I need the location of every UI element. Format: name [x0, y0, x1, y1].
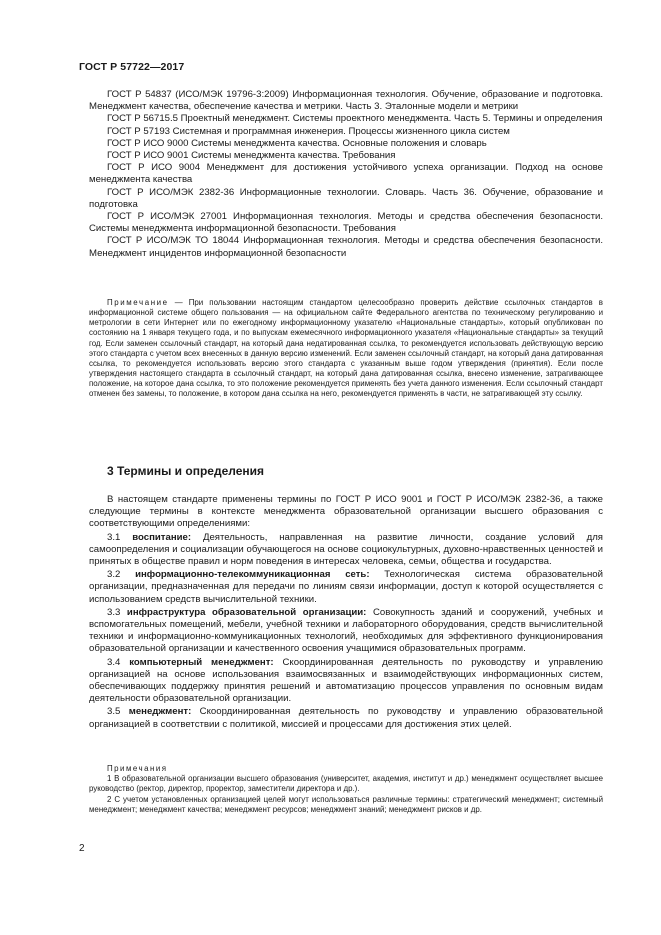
document-id-header: ГОСТ Р 57722—2017: [79, 61, 185, 73]
term-number: 3.2: [107, 569, 121, 581]
term-definition: Деятельность, направленная на развитие личности, создание условий для самоопределения и социализации обучающегося на основе социокультурных, духовно-нравственных ценностей и принятых в обществе правил и норм поведения в интересах человека, семьи, общества и государства.: [89, 531, 603, 568]
term-name: менеджмент:: [128, 706, 192, 718]
term-name: воспитание:: [132, 531, 192, 543]
reference-note: [89, 298, 603, 400]
normative-references-list: [89, 89, 603, 260]
reference-item: ГОСТ Р ИСО 9001 Системы менеджмента качества. Требования: [107, 150, 396, 162]
term-entry: [89, 532, 603, 569]
reference-item: ГОСТ Р 57193 Системная и программная инженерия. Процессы жизненного цикла систем: [107, 125, 510, 137]
term-number: 3.5: [107, 706, 121, 718]
term-name: информационно-телекоммуникационная сеть:: [135, 569, 370, 581]
term-notes: [89, 764, 603, 815]
reference-item: ГОСТ Р ИСО/МЭК 2382-36 Информационные технологии. Словарь. Часть 36. Обучение, образование и подготовка: [89, 186, 603, 210]
term-entry: [89, 657, 603, 706]
reference-item: ГОСТ Р 54837 (ИСО/МЭК 19796-3:2009) Информационная технология. Обучение, образование и подготовка. Менеджмент качества, обеспечение качества и метрики. Часть 3. Эталонные модели и метрики: [89, 89, 603, 113]
notes-title: Примечания: [107, 764, 168, 773]
term-number: 3.4: [107, 656, 121, 668]
term-definition: Совокупность зданий и сооружений, учебных и вспомогательных помещений, мебели, учебной техники и лабораторного оборудования, средств вычислительной техники и информационно-коммуникационных технологий, необходимых для эффективного функционирования образовательной организации и качественного освоения учащимися образовательных программ.: [89, 606, 603, 655]
page-number: 2: [79, 843, 85, 854]
section-intro: В настоящем стандарте применены термины по ГОСТ Р ИСО 9001 и ГОСТ Р ИСО/МЭК 2382-36, а также следующие термины в контексте менеджмента образовательной организации высшего образования с соответствующими определениями:: [89, 494, 603, 530]
term-number: 3.3: [107, 606, 121, 618]
term-entry: [89, 569, 603, 606]
reference-item: ГОСТ Р ИСО/МЭК 27001 Информационная технология. Методы и средства обеспечения безопасности. Системы менеджмента информационной безопасности. Требования: [89, 211, 603, 235]
term-entry: [89, 607, 603, 656]
note-text: — При пользовании настоящим стандартом целесообразно проверить действие ссылочных стандартов в информационной системе общего пользования — на официальном сайте Федерального агентства по техническому регулированию и метрологии в сети Интернет или по ежегодному информационному указателю «Национальные стандарты», который опубликован по состоянию на 1 января текущего года, и по выпускам ежемесячного информационного указателя «Национальные стандарты» за текущий год. Если заменен ссылочный стандарт, на который дана недатированная ссылка, то рекомендуется использовать действующую версию этого стандарта с учетом всех внесенных в данную версию изменений. Если заменен ссылочный стандарт, на который дана датированная ссылка, то рекомендуется использовать версию этого стандарта с указанным выше годом утверждения (принятия). Если после утверждения настоящего стандарта в ссылочный стандарт, на который дана датированная ссылка, внесено изменение, затрагивающее положение, на которое дана ссылка, то это положение рекомендуется применять без учета данного изменения. Если ссылочный стандарт отменен без замены, то положение, в котором дана ссылка на него, рекомендуется применять в части, не затрагивающей эту ссылку.: [89, 298, 603, 399]
reference-item: ГОСТ Р ИСО 9000 Системы менеджмента качества. Основные положения и словарь: [107, 137, 487, 149]
reference-item: ГОСТ Р ИСО/МЭК ТО 18044 Информационная технология. Методы и средства обеспечения безопасности. Менеджмент инцидентов информационной безопасности: [89, 235, 603, 259]
note-item: 1 В образовательной организации высшего образования (университет, академия, институт и др.) менеджмент осуществляет высшее руководство (ректор, директор, проректор, заместители директора и др.).: [89, 774, 603, 794]
term-definition: Скоординированная деятельность по руководству и управлению организацией на основе использования взаимосвязанных и взаимодействующих информационных систем, обеспечивающих поддержку принятия решений и автоматизацию процессов управления по основным видам деятельности образовательной организации.: [89, 656, 603, 705]
section-title: 3 Термины и определения: [107, 464, 265, 478]
reference-item: ГОСТ Р ИСО 9004 Менеджмент для достижения устойчивого успеха организации. Подход на основе менеджмента качества: [89, 162, 603, 186]
note-label: Примечание: [107, 298, 169, 307]
term-definition: Скоординированная деятельность по руководству и управлению образовательной организацией в соответствии с политикой, миссией и процессами для достижения этих целей.: [89, 706, 603, 730]
terms-section: [89, 494, 603, 732]
reference-item: ГОСТ Р 56715.5 Проектный менеджмент. Системы проектного менеджмента. Часть 5. Термины и определения: [107, 113, 603, 125]
term-definition: Технологическая система образовательной организации, предназначенная для передачи по линиям связи информации, доступ к которой осуществляется с использованием средств вычислительной техники.: [89, 569, 603, 605]
term-name: инфраструктура образовательной организации:: [126, 606, 367, 618]
note-item: 2 С учетом установленных организацией целей могут использоваться различные термины: стратегический менеджмент; системный менеджмент; менеджмент качества; менеджмент ресурсов; менеджмент знаний; менеджмент рисков и др.: [89, 794, 603, 814]
term-entry: [89, 706, 603, 730]
term-name: компьютерный менеджмент:: [129, 656, 274, 668]
term-number: 3.1: [107, 531, 121, 543]
